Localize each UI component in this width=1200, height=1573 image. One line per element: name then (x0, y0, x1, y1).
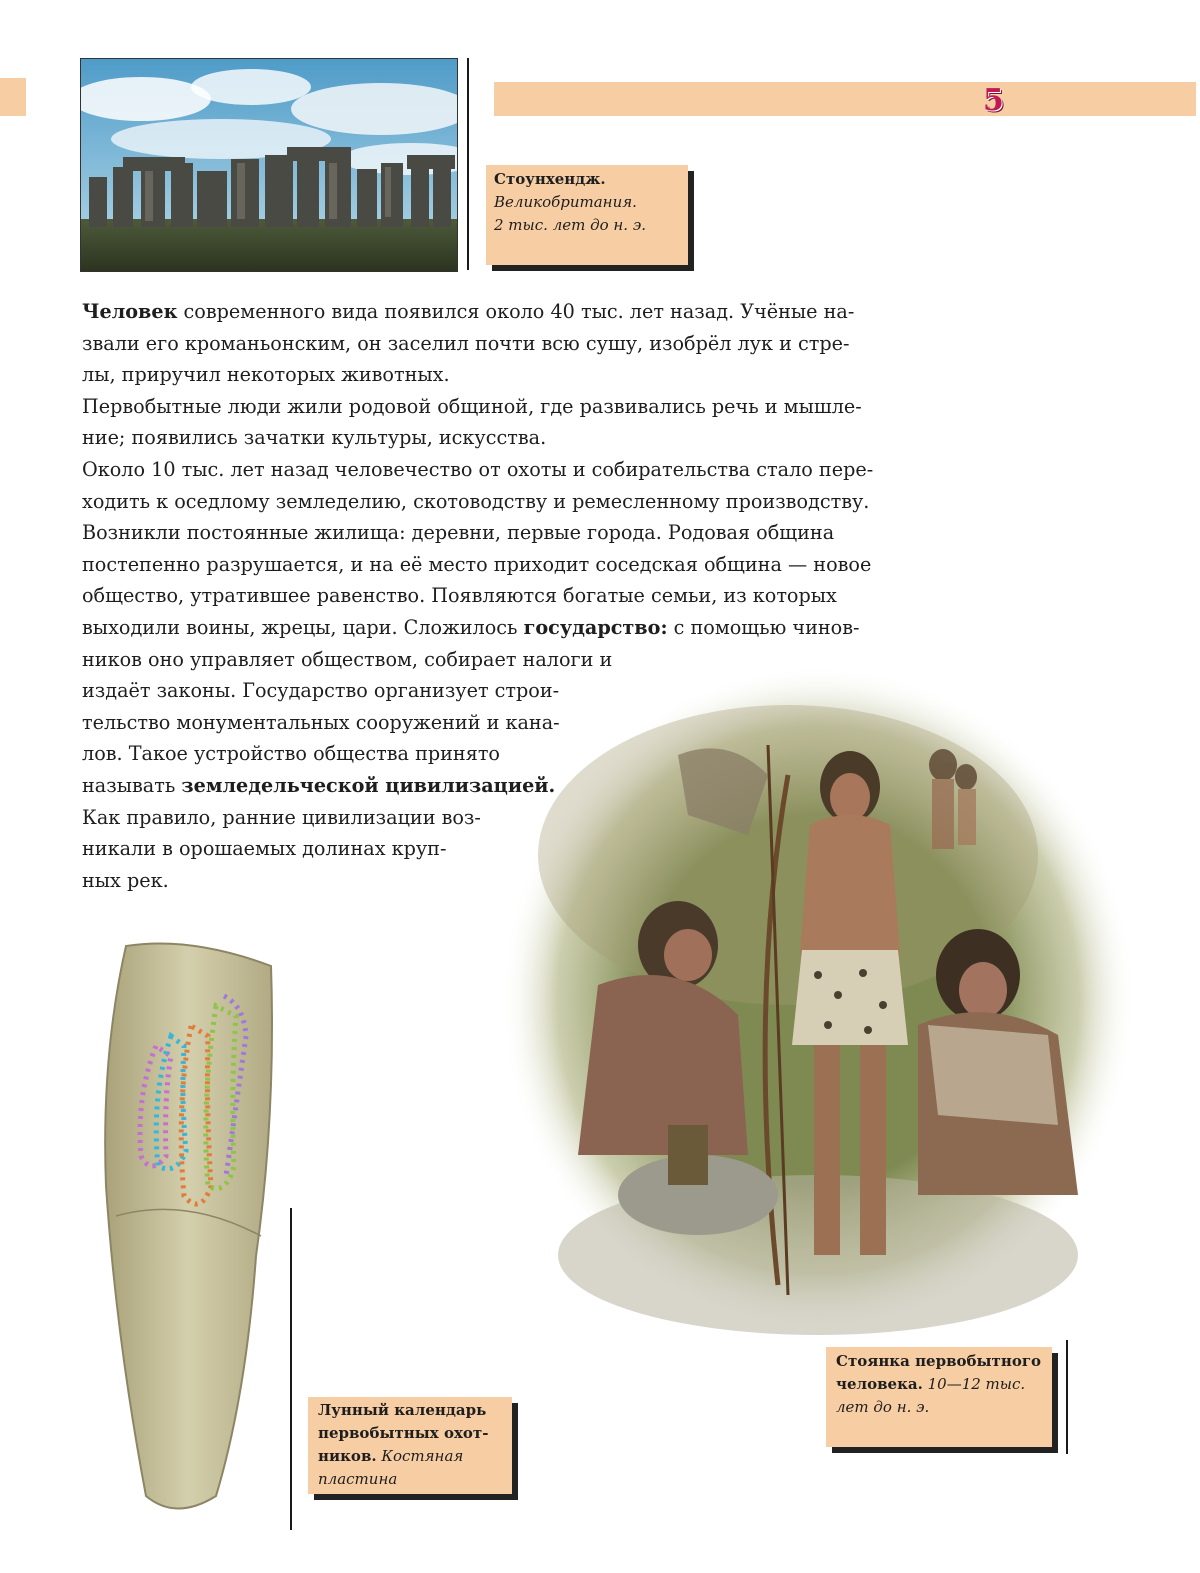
caption-line: пластина (318, 1470, 398, 1488)
caption-date: 2 тыс. лет до н. э. (494, 216, 646, 234)
header-band-right (494, 82, 1196, 116)
caption-line: ников. (318, 1447, 377, 1465)
text-line: звали его кроманьонским, он заселил почти всю сушу, изобрёл лук и стре- (82, 331, 850, 355)
page-number: 5 (983, 83, 1004, 118)
caption-line: человека. (836, 1375, 923, 1393)
caption-line: Костяная (376, 1447, 464, 1465)
caption-line: лет до н. э. (836, 1398, 930, 1416)
text-line: Возникли постоянные жилища: деревни, первые города. Родовая община (82, 521, 835, 545)
text-line (82, 296, 922, 328)
bold-term: государство: (523, 615, 668, 639)
text-run: современного вида появился около 40 тыс. лет назад. Учёные на- (177, 300, 855, 323)
text-line: ников оно управляет обществом, собирает налоги и (82, 647, 613, 671)
divider-camp (1066, 1340, 1068, 1454)
caption-title: Стоунхендж. (494, 170, 606, 188)
text-line: никали в орошаемых долинах круп- (82, 837, 447, 861)
camp-caption (826, 1347, 1052, 1447)
stonehenge-caption (486, 165, 688, 265)
header-band-left (0, 78, 26, 116)
calendar-caption (308, 1397, 512, 1494)
text-line: лов. Такое устройство общества принято (82, 742, 500, 766)
text-run: с помощью чинов- (667, 615, 860, 639)
text-line: Первобытные люди жили родовой общиной, где развивались речь и мышле- (82, 394, 862, 418)
bold-term: Человек (82, 300, 178, 323)
text-line: лы, приручил некоторых животных. (82, 363, 450, 387)
text-run: выходили воины, жрецы, цари. Сложилось (82, 615, 524, 639)
bone-calendar-image (96, 936, 286, 1516)
text-line: тельство монументальных сооружений и кана- (82, 710, 560, 734)
bold-term: земледельческой цивилизацией. (181, 773, 556, 797)
text-line: Около 10 тыс. лет назад человечество от охоты и собирательства стало пере- (82, 457, 874, 481)
caption-place: Великобритания. (494, 193, 637, 211)
text-run: называть (82, 773, 182, 797)
text-line: ходить к оседлому земледелию, скотоводству и ремесленному производству. (82, 489, 870, 513)
text-line: общество, утратившее равенство. Появляются богатые семьи, из которых (82, 584, 837, 608)
text-line (82, 612, 922, 644)
camp-illustration (488, 655, 1138, 1335)
text-line: издаёт законы. Государство организует строи- (82, 679, 560, 703)
divider-top (467, 58, 469, 270)
divider-calendar (290, 1208, 292, 1530)
caption-line: Лунный календарь (318, 1401, 487, 1419)
caption-line: первобытных охот- (318, 1424, 489, 1442)
text-line: ние; появились зачатки культуры, искусства. (82, 426, 547, 450)
text-line: Как правило, ранние цивилизации воз- (82, 805, 481, 829)
text-line: ных рек. (82, 868, 169, 892)
text-line: постепенно разрушается, и на её место приходит соседская община — новое (82, 552, 872, 576)
stonehenge-photo (80, 58, 458, 272)
caption-line: 10—12 тыс. (922, 1375, 1026, 1393)
caption-line: Стоянка первобытного (836, 1352, 1042, 1370)
